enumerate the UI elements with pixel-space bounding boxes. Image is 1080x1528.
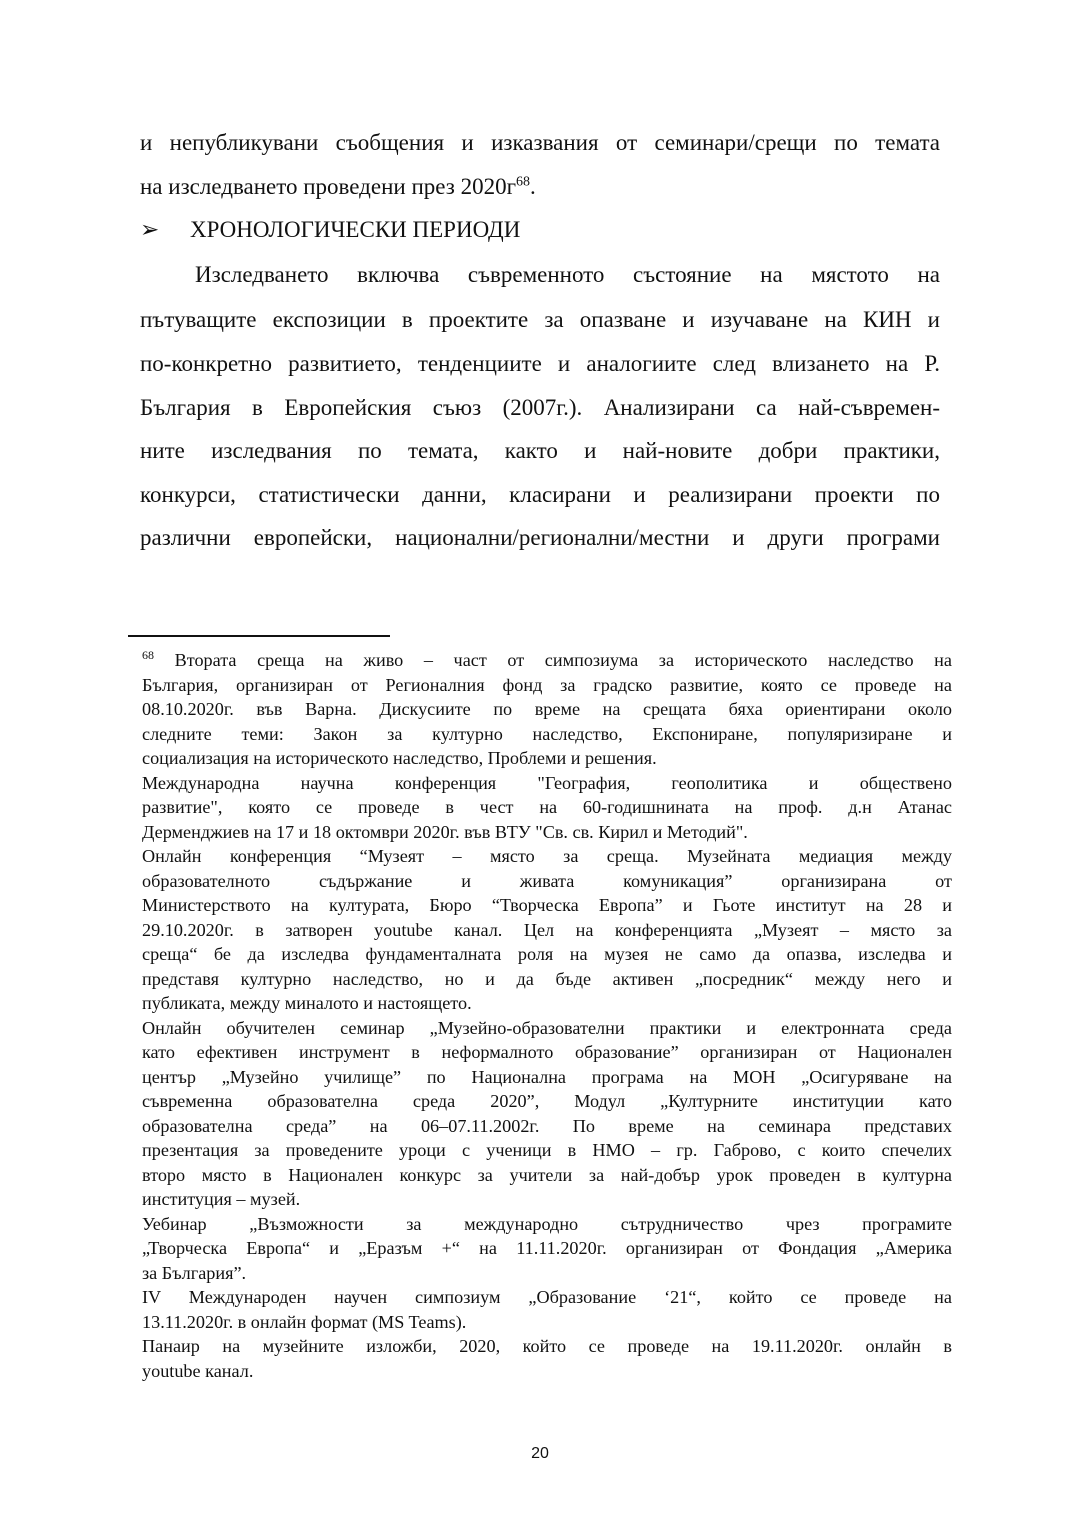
paragraph-line: различни европейски, национални/регионални/местни и други програми	[140, 525, 940, 550]
footnote-line: Международна научна конференция "География, геополитика и обществено	[142, 772, 952, 793]
footnote-line-text: Втората среща на живо – част от симпозиума за историческото наследство на	[154, 650, 952, 670]
footnote-line: Онлайн обучителен семинар „Музейно-образователни практики и електронната среда	[142, 1017, 952, 1038]
section-heading-text: ХРОНОЛОГИЧЕСКИ ПЕРИОДИ	[190, 217, 521, 242]
footnote-line: среща“ бе да изследва фундаменталната роля на музея не само да опазва, изследва и	[142, 944, 952, 964]
paragraph-line: България в Европейския съюз (2007г.). Анализирани са най-съвремен-	[140, 395, 940, 420]
footnote-line: България, организиран от Регионалния фонд за градско развитие, която се проведе на	[142, 674, 952, 695]
footnote-line: IV Международен научен симпозиум „Образование ‘21“, който се проведе на	[142, 1287, 952, 1307]
footnote-line: представя културно наследство, но и да бъде активен „посредник“ между него и	[142, 968, 952, 989]
paragraph-line: по-конкретно развитието, тенденциите и аналогиите след влизането на Р.	[140, 351, 940, 376]
body-line-2	[140, 172, 940, 202]
footnote-line: Уебинар „Възможности за международно сътрудничество чрез програмите	[142, 1213, 952, 1234]
paragraph-line: Изследването включва съвременното състояние на мястото на	[195, 262, 940, 287]
footnote-line: образователна среда” на 06–07.11.2002г. По време на семинара представих	[142, 1115, 952, 1136]
footnote-mark: 68	[142, 647, 154, 662]
paragraph-line: ните изследвания по темата, както и най-новите добри практики,	[140, 438, 940, 463]
footnote-line: второ място в Национален конкурс за учители за най-добър урок проведен в културна	[142, 1164, 952, 1185]
footnote-line	[142, 648, 952, 673]
footnote-line: 29.10.2020г. в затворен youtube канал. Цел на конференцията „Музеят – място за	[142, 919, 952, 940]
paragraph-line: конкурси, статистически данни, класирани и реализирани проекти по	[140, 482, 940, 507]
footnote-line: център „Музейно училище” по Национална програма на МОН „Осигуряване на	[142, 1066, 952, 1087]
body-line-2-text: на изследването проведени през 2020г	[140, 174, 517, 199]
footnote-line: следните теми: Закон за културно наследство, Експониране, популяризиране и	[142, 723, 952, 744]
page-number: 20	[531, 1445, 549, 1462]
footnote-line: като ефективен инструмент в неформалното образование” организиран от Национален	[142, 1042, 952, 1062]
footnote-line: Панаир на музейните изложби, 2020, който се проведе на 19.11.2020г. онлайн в	[142, 1336, 952, 1356]
paragraph-line: пътуващите експозиции в проектите за опазване и изучаване на КИН и	[140, 307, 940, 332]
footnote-line: публиката, между миналото и настоящето.	[142, 993, 472, 1013]
footnote-line: за България”.	[142, 1262, 247, 1283]
footnote-line: Онлайн конференция “Музеят – място за среща. Музейната медиация между	[142, 846, 952, 866]
footnote-line: Дерменджиев на 17 и 18 октомври 2020г. във ВТУ "Св. св. Кирил и Методий".	[142, 821, 748, 842]
footnote-line: институция – музей.	[142, 1189, 301, 1209]
footnote-line: „Творческа Европа“ и „Еразъм +“ на 11.11.2020г. организиран от Фондация „Америка	[142, 1238, 952, 1258]
arrow-bullet-icon: ➢	[140, 217, 160, 242]
footnote-line: 08.10.2020г. във Варна. Дискусиите по време на срещата бяха ориентирани около	[142, 699, 952, 719]
body-line-2-end: .	[530, 174, 536, 199]
footnote-line: социализация на историческото наследство, Проблеми и решения.	[142, 748, 657, 768]
footnote-line: развитие", която се проведе в чест на 60-годишнината на проф. д.н Атанас	[142, 797, 952, 817]
footnote-line: съвременна образователна среда 2020”, Модул „Културните институции като	[142, 1091, 952, 1111]
footnote-separator	[128, 635, 390, 637]
footnote-68	[142, 648, 952, 1383]
footnote-line: презентация за проведените уроци с ученици в НМО – гр. Габрово, с които спечелих	[142, 1140, 952, 1160]
body-line-1: и непубликувани съобщения и изказвания от семинари/срещи по темата	[140, 130, 940, 155]
section-heading	[140, 215, 520, 245]
footnote-line: образователното съдържание и живата комуникация” организирана от	[142, 870, 952, 891]
footnote-line: youtube канал.	[142, 1360, 254, 1381]
footnote-ref-68[interactable]: 68	[516, 174, 531, 190]
footnote-line: 13.11.2020г. в онлайн формат (MS Teams).	[142, 1311, 467, 1332]
footnote-line: Министерството на културата, Бюро “Творческа Европа” и Гьоте институт на 28 и	[142, 895, 952, 915]
